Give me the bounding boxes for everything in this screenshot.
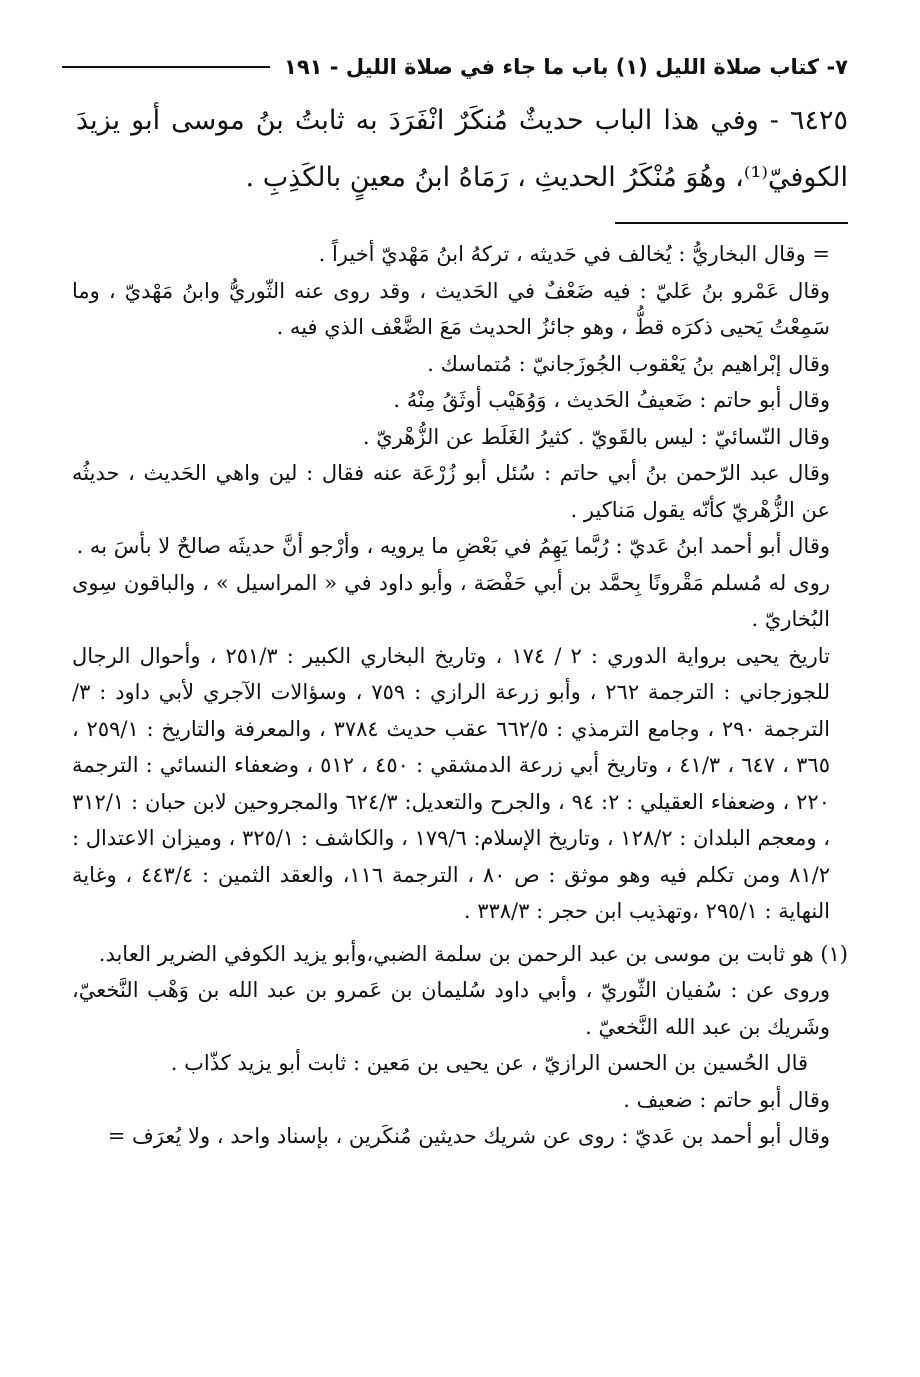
footnote-1-heading: (١) هو ثابت بن موسى بن عبد الرحمن بن سلمة الضبي،وأبو يزيد الكوفي الضرير العابد. xyxy=(98,941,848,966)
footnote-line: روى له مُسلم مَقْرونًا بِحمَّد بن أبي حَفْصَة ، وأبو داود في « المراسيل » ، والباقون سِوى البُخاريّ . xyxy=(72,570,830,631)
footnote-references: تاريخ يحيى برواية الدوري : ٢ / ١٧٤ ، وتاريخ البخاري الكبير : ٢٥١/٣ ، وأحوال الرجال للجوزجاني : الترجمة ٢٦٢ ، وأبو زرعة الرازي : ٧٥٩ ، وسؤالات الآجري لأبي داود : ٣/الترجمة ٢٩٠ ، وجامع الترمذي : ٦٦٢/٥ عقب حديث ٣٧٨٤ ، والمعرفة والتاريخ : ٢٥٩/١ ، ٣٦٥ ، ٦٤٧ ، ٤١/٣ ، وتاريخ أبي زرعة الدمشقي : ٤٥٠ ، ٥١٢ ، وضعفاء النسائي : الترجمة ٢٢٠ ، وضعفاء العقيلي : ٢: ٩٤ ، والجرح والتعديل: ٦٢٤/٣ والمجروحين لابن حبان : ٣١٢/١ ، ومعجم البلدان : ١٢٨/٢ ، وتاريخ الإسلام: ١٧٩/٦ ، والكاشف : ٣٢٥/١ ، وميزان الاعتدال : ٨١/٢ ومن تكلم فيه وهو موثق : ص ٨٠ ، الترجمة ١١٦، والعقد الثمين : ٤٤٣/٤ ، وغاية النهاية : ٢٩٥/١ ،وتهذيب ابن حجر : ٣٣٨/٣ . xyxy=(72,643,831,923)
running-head xyxy=(62,50,848,84)
running-head-title: ٧- كتاب صلاة الليل (١) باب ما جاء في صلاة الليل - ١٩١ xyxy=(284,55,848,79)
footnote-line: وقال أبو أحمد ابنُ عَديّ : رُبَّما يَهِمُ في بَعْضِ ما يرويه ، وأرْجو أنَّ حديثَه صالحٌ لا بأسَ به . xyxy=(76,534,830,558)
hadith-paragraph: ٦٤٢٥ - وفي هذا الباب حديثٌ مُنكَرٌ انْفَرَدَ به ثابتُ بنُ موسى أبو يزيدَ الكوفيّ⁽¹⁾، وهُوَ مُنْكَرُ الحديثِ ، رَمَاهُ ابنُ معينٍ بالكَذِبِ . xyxy=(76,105,848,193)
footnote-line: وقال عَمْرو بنُ عَليّ : فيه ضَعْفٌ في الحَديث ، وقد روى عنه الثّوريُّ وابنُ مَهْديّ ، وما سَمِعْتُ يَحيى ذكرَه قطُّ ، وهو جائزُ الحديث مَعَ الضَّعْف الذي فيه . xyxy=(72,278,830,339)
footnote-line: قال الحُسين بن الحسن الرازيّ ، عن يحيى بن مَعين : ثابت أبو يزيد كذّاب . xyxy=(170,1051,808,1075)
footnote-line: = وقال البخاريُّ : يُخالف في حَديثه ، تركهُ ابنُ مَهْديّ أخيراً . xyxy=(318,242,830,266)
running-head-rule xyxy=(62,66,270,68)
footnote-line: وقال أبو أحمد بن عَديّ : روى عن شريك حديثين مُنكَرين ، بإسناد واحد ، ولا يُعرَف = xyxy=(107,1124,830,1148)
footnote-line: وروى عن : سُفيان الثّوريّ ، وأبي داود سُليمان بن عَمرو بن عبد الله بن وَهْب النَّخعيّ، وشَريك بن عبد الله النَّخعيّ . xyxy=(72,978,830,1039)
footnote-line: وقال النّسائيّ : ليس بالقَويّ . كثيرُ الغَلَط عن الزُّهْريّ . xyxy=(362,424,830,449)
footnote-line: وقال أبو حاتم : ضَعيفُ الحَديث ، وَوُهَيْب أوثَقُ مِنْهُ . xyxy=(393,388,830,412)
footnote-line: وقال عبد الرّحمن بنُ أبي حاتم : سُئل أبو زُرْعَة عنه فقال : لين واهي الحَديث ، حديثُه عن الزُّهْريّ كأنّه يقول مَناكير . xyxy=(72,461,830,522)
main-text xyxy=(76,92,848,206)
footnote-line: وقال إبْراهيم بنُ يَعْقوب الجُوزَجانيّ : مُتماسك . xyxy=(427,351,830,376)
footnotes xyxy=(72,236,848,1155)
footnote-line: وقال أبو حاتم : ضعيف . xyxy=(623,1087,830,1112)
footnote-separator xyxy=(615,222,848,224)
